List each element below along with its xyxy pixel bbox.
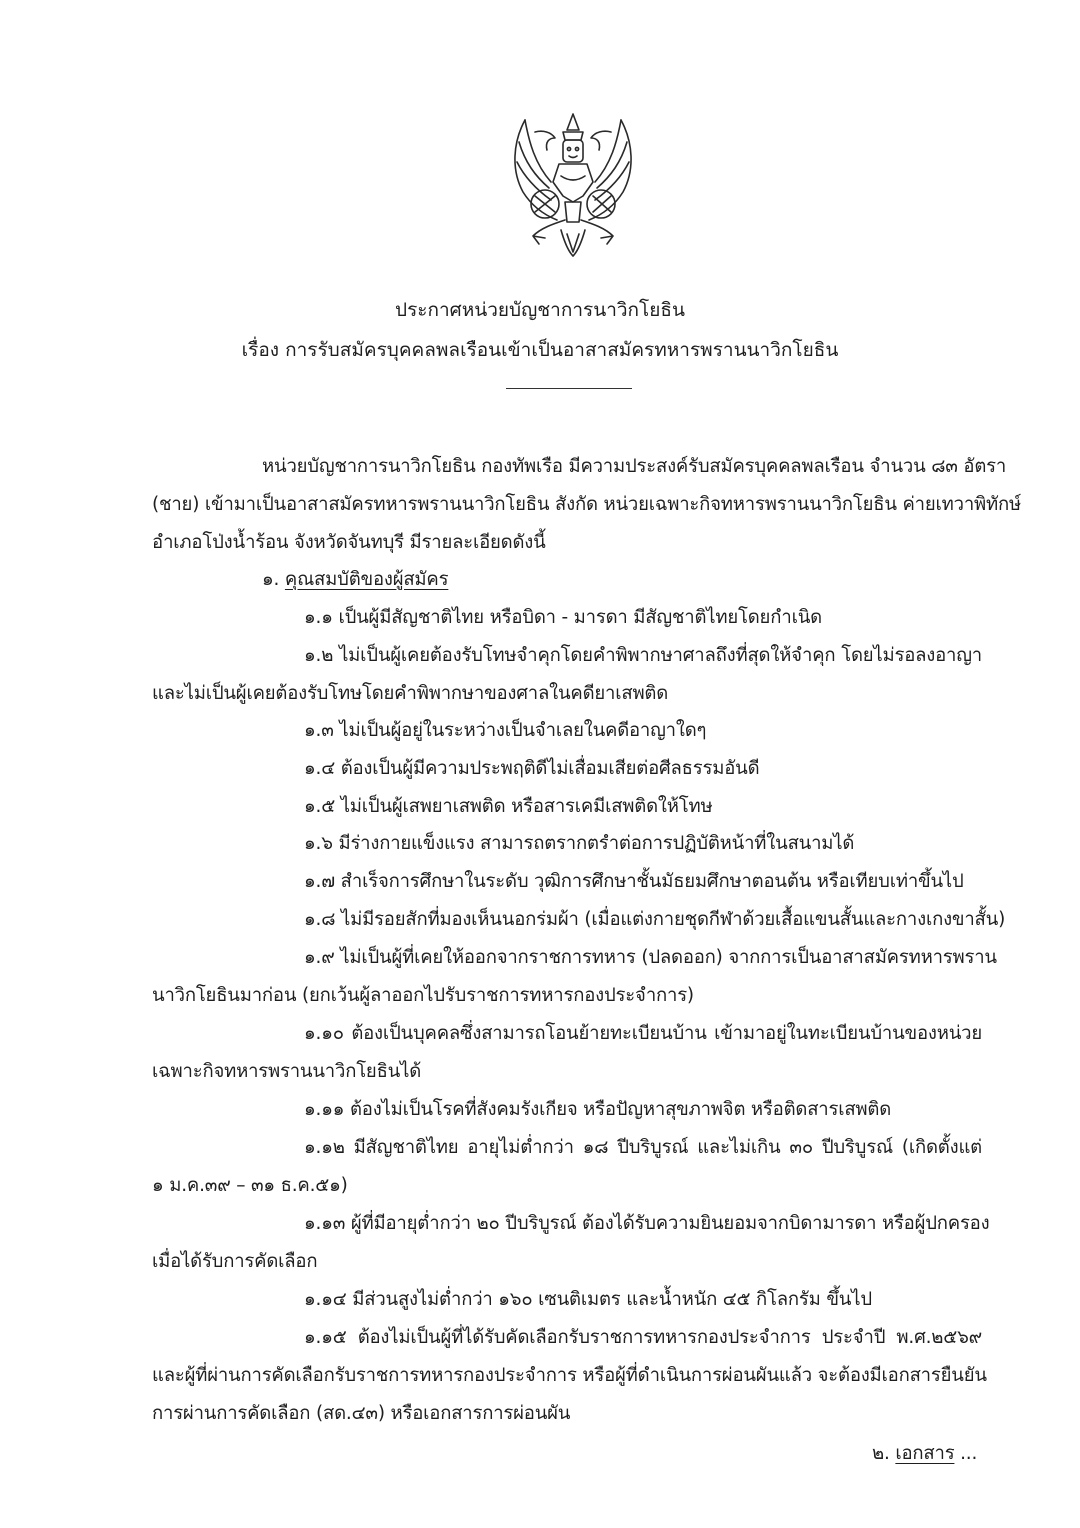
item-1-15-line-3: การผ่านการคัดเลือก (สด.๔๓) หรือเอกสารการผ่อนผัน — [152, 1403, 571, 1424]
item-1-9-line-1: ๑.๙ ไม่เป็นผู้ที่เคยให้ออกจากราชการทหาร (ปลดออก) จากการเป็นอาสาสมัครทหารพราน — [304, 947, 997, 968]
item-1-10-line-1: ๑.๑๐ ต้องเป็นบุคคลซึ่งสามารถโอนย้ายทะเบียนบ้าน เข้ามาอยู่ในทะเบียนบ้านของหน่วย — [304, 1023, 982, 1044]
item-1-3: ๑.๓ ไม่เป็นผู้อยู่ในระหว่างเป็นจำเลยในคดีอาญาใดๆ — [304, 720, 707, 741]
item-1-14: ๑.๑๔ มีส่วนสูงไม่ต่ำกว่า ๑๖๐ เซนติเมตร และน้ำหนัก ๔๕ กิโลกรัม ขึ้นไป — [304, 1289, 872, 1310]
item-1-11: ๑.๑๑ ต้องไม่เป็นโรคที่สังคมรังเกียจ หรือปัญหาสุขภาพจิต หรือติดสารเสพติด — [304, 1099, 892, 1120]
section-1-number: ๑. — [262, 569, 280, 590]
item-1-15-line-1: ๑.๑๕ ต้องไม่เป็นผู้ที่ได้รับคัดเลือกรับราชการทหารกองประจำการ ประจำปี พ.ศ.๒๕๖๙ — [304, 1327, 982, 1348]
item-1-7: ๑.๗ สำเร็จการศึกษาในระดับ วุฒิการศึกษาชั้นมัธยมศึกษาตอนต้น หรือเทียบเท่าขึ้นไป — [304, 871, 964, 892]
item-1-10-line-2: เฉพาะกิจทหารพรานนาวิกโยธินได้ — [152, 1061, 422, 1082]
item-1-2-line-2: และไม่เป็นผู้เคยต้องรับโทษโดยคำพิพากษาของศาลในคดียาเสพติด — [152, 683, 669, 704]
continuation-ellipsis: ... — [960, 1443, 978, 1464]
item-1-6: ๑.๖ มีร่างกายแข็งแรง สามารถตรากตรำต่อการปฏิบัติหน้าที่ในสนามได้ — [304, 833, 855, 854]
intro-line-1: หน่วยบัญชาการนาวิกโยธิน กองทัพเรือ มีความประสงค์รับสมัครบุคคลพลเรือน จำนวน ๘๓ อัตรา — [262, 456, 1007, 477]
item-1-9-line-2: นาวิกโยธินมาก่อน (ยกเว้นผู้ลาออกไปรับราชการทหารกองประจำการ) — [152, 985, 694, 1006]
item-1-2-line-1: ๑.๒ ไม่เป็นผู้เคยต้องรับโทษจำคุกโดยคำพิพากษาศาลถึงที่สุดให้จำคุก โดยไม่รอลงอาญา — [304, 645, 982, 666]
item-1-5: ๑.๕ ไม่เป็นผู้เสพยาเสพติด หรือสารเคมีเสพติดให้โทษ — [304, 796, 713, 817]
item-1-13-line-1: ๑.๑๓ ผู้ที่มีอายุต่ำกว่า ๒๐ ปีบริบูรณ์ ต้องได้รับความยินยอมจากบิดามารดา หรือผู้ปกครอง — [304, 1213, 990, 1234]
next-section-number: ๒. — [872, 1443, 890, 1464]
next-section-title: เอกสาร — [895, 1443, 955, 1464]
intro-line-3: อำเภอโป่งน้ำร้อน จังหวัดจันทบุรี มีรายละเอียดดังนี้ — [152, 532, 546, 553]
item-1-12-line-1: ๑.๑๒ มีสัญชาติไทย อายุไม่ต่ำกว่า ๑๘ ปีบริบูรณ์ และไม่เกิน ๓๐ ปีบริบูรณ์ (เกิดตั้งแต่ — [304, 1137, 982, 1158]
page-continuation — [872, 1442, 977, 1466]
announcement-title: ประกาศหน่วยบัญชาการนาวิกโยธิน — [395, 299, 685, 321]
intro-line-2: (ชาย) เข้ามาเป็นอาสาสมัครทหารพรานนาวิกโยธิน สังกัด หน่วยเฉพาะกิจทหารพรานนาวิกโยธิน ค่ายเทวาพิทักษ์ — [152, 494, 1021, 515]
item-1-1: ๑.๑ เป็นผู้มีสัญชาติไทย หรือบิดา - มารดา มีสัญชาติไทยโดยกำเนิด — [304, 607, 822, 628]
section-1-heading — [262, 568, 448, 592]
item-1-13-line-2: เมื่อได้รับการคัดเลือก — [152, 1251, 318, 1272]
item-1-15-line-2: และผู้ที่ผ่านการคัดเลือกรับราชการทหารกองประจำการ หรือผู้ที่ดำเนินการผ่อนผันแล้ว จะต้องมีเอกสารยืนยัน — [152, 1365, 987, 1386]
garuda-emblem-icon — [505, 112, 641, 258]
section-1-title: คุณสมบัติของผู้สมัคร — [284, 569, 449, 590]
announcement-subject: เรื่อง การรับสมัครบุคคลพลเรือนเข้าเป็นอาสาสมัครทหารพรานนาวิกโยธิน — [241, 339, 839, 361]
item-1-4: ๑.๔ ต้องเป็นผู้มีความประพฤติดีไม่เสื่อมเสียต่อศีลธรรมอันดี — [304, 758, 760, 779]
item-1-8: ๑.๘ ไม่มีรอยสักที่มองเห็นนอกร่มผ้า (เมื่อแต่งกายชุดกีฬาด้วยเสื้อแขนสั้นและกางเกงขาสั้น) — [304, 909, 1006, 930]
item-1-12-line-2: ๑ ม.ค.๓๙ – ๓๑ ธ.ค.๕๑) — [152, 1175, 348, 1196]
title-divider — [506, 388, 632, 389]
